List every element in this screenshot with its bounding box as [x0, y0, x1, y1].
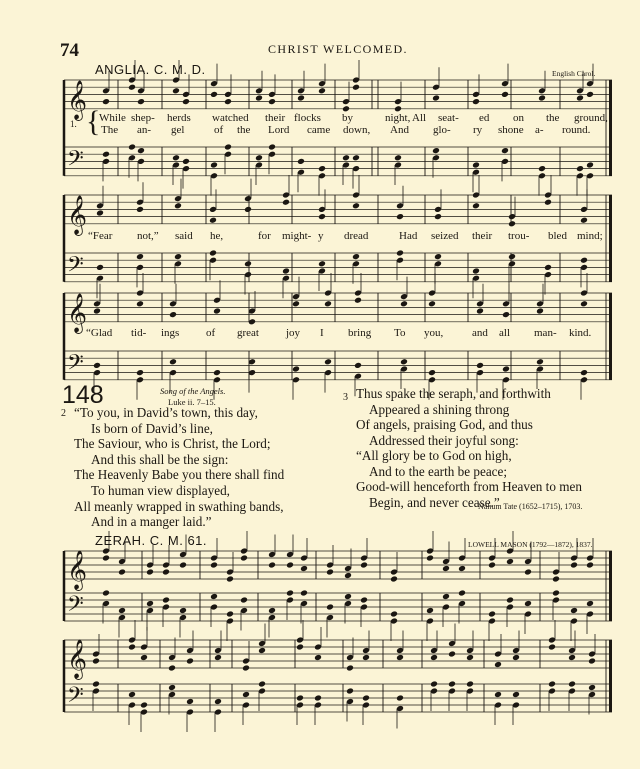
- verse-line: Addressed their joyful song:: [369, 432, 519, 448]
- lyric-syllable: mind;: [577, 230, 603, 242]
- note-head: [426, 555, 434, 562]
- note-head: [268, 562, 276, 569]
- lyric-syllable: watched: [212, 112, 249, 124]
- note-head: [128, 644, 136, 651]
- note-head: [213, 308, 221, 315]
- note-head: [324, 300, 332, 307]
- note-head: [268, 144, 276, 151]
- lyric-syllable: not,”: [137, 230, 159, 242]
- note-head: [352, 84, 360, 91]
- note-head: [255, 95, 263, 102]
- note-head: [342, 154, 350, 161]
- note-head: [466, 654, 474, 661]
- lyric-syllable: and: [472, 327, 488, 339]
- note-head: [442, 593, 450, 600]
- note-head: [548, 644, 556, 651]
- note-head: [174, 253, 182, 260]
- note-head: [428, 300, 436, 307]
- note-head: [162, 569, 170, 576]
- note-head: [586, 162, 594, 169]
- lyric-syllable: Had: [399, 230, 418, 242]
- note-head: [536, 308, 544, 315]
- note-head: [137, 98, 145, 105]
- note-head: [580, 300, 588, 307]
- note-head: [548, 681, 556, 688]
- note-head: [172, 87, 180, 94]
- lyric-syllable: came: [307, 124, 331, 136]
- final-bar: [609, 551, 612, 621]
- note-head: [296, 695, 304, 702]
- lyric-syllable: their: [472, 230, 493, 242]
- lyric-syllable: glo-: [433, 124, 451, 136]
- note-head: [544, 199, 552, 206]
- lyric-syllable: bring: [348, 327, 372, 339]
- verse-line: To human view displayed,: [91, 483, 230, 498]
- note-head: [544, 264, 552, 271]
- note-head: [538, 165, 546, 172]
- source-reference: Luke ii. 7–15.: [168, 397, 216, 407]
- note-head: [297, 158, 305, 165]
- lyric-syllable: all: [499, 327, 510, 339]
- clef: 𝄞: [67, 79, 88, 120]
- note-head: [286, 590, 294, 597]
- lyric-syllable: To: [394, 327, 406, 339]
- note-head: [426, 607, 434, 614]
- note-head: [472, 162, 480, 169]
- verse-number-3: 3: [343, 392, 348, 403]
- note-head: [282, 199, 290, 206]
- lyric-syllable: of: [206, 327, 216, 339]
- note-head: [448, 651, 456, 658]
- clef: 𝄢: [67, 592, 84, 622]
- note-head: [226, 611, 234, 618]
- note-head: [213, 369, 221, 376]
- note-head: [258, 681, 266, 688]
- note-head: [240, 555, 248, 562]
- note-head: [318, 165, 326, 172]
- note-head: [93, 362, 101, 369]
- note-head: [102, 98, 110, 105]
- clef: 𝄞: [67, 639, 88, 679]
- note-head: [244, 260, 252, 267]
- note-head: [244, 206, 252, 213]
- note-head: [362, 695, 370, 702]
- note-head: [242, 691, 250, 698]
- note-head: [226, 576, 234, 583]
- note-head: [326, 569, 334, 576]
- note-head: [255, 154, 263, 161]
- verse-line: The Saviour, who is Christ, the Lord;: [74, 436, 271, 452]
- note-head: [292, 366, 300, 373]
- tune-source: English Carol.: [552, 69, 596, 78]
- lyric-syllable: down,: [343, 124, 371, 136]
- verse-line: Thus spake the seraph, and forthwith: [356, 386, 551, 401]
- note-head: [508, 253, 516, 260]
- note-head: [570, 607, 578, 614]
- lyric-syllable: tid-: [131, 327, 147, 339]
- verse-line: Of angels, praising God, and thus: [356, 417, 533, 432]
- tune-composer: LOWELL MASON (1792—1872), 1837.: [468, 540, 593, 549]
- verse-line: “To you, in David’s town, this day,: [74, 405, 258, 420]
- note-head: [570, 562, 578, 569]
- note-head: [396, 695, 404, 702]
- note-head: [182, 98, 190, 105]
- note-head: [508, 220, 516, 227]
- note-head: [430, 681, 438, 688]
- note-head: [168, 684, 176, 691]
- lyric-syllable: said: [175, 230, 193, 242]
- note-head: [128, 144, 136, 151]
- note-head: [524, 600, 532, 607]
- note-head: [314, 654, 322, 661]
- note-head: [354, 297, 362, 304]
- note-head: [568, 681, 576, 688]
- note-head: [580, 257, 588, 264]
- lyric-syllable: While: [99, 112, 126, 124]
- lyric-syllable: flocks: [294, 112, 321, 124]
- note-head: [324, 358, 332, 365]
- note-head: [552, 590, 560, 597]
- note-head: [472, 202, 480, 209]
- lyric-syllable: shone: [498, 124, 524, 136]
- lyric-syllable: kind.: [569, 327, 592, 339]
- note-head: [488, 562, 496, 569]
- note-head: [268, 98, 276, 105]
- lyric-syllable: bled: [548, 230, 567, 242]
- note-head: [136, 253, 144, 260]
- note-head: [354, 362, 362, 369]
- note-head: [442, 565, 450, 572]
- lyric-syllable: an-: [137, 124, 152, 136]
- note-head: [102, 555, 110, 562]
- note-head: [432, 147, 440, 154]
- note-head: [186, 698, 194, 705]
- note-head: [210, 162, 218, 169]
- lyric-syllable: great: [237, 327, 259, 339]
- note-head: [136, 300, 144, 307]
- lyric-syllable: on: [513, 112, 524, 124]
- note-head: [360, 597, 368, 604]
- note-head: [292, 300, 300, 307]
- note-head: [396, 654, 404, 661]
- note-head: [458, 590, 466, 597]
- note-head: [396, 213, 404, 220]
- clef: 𝄞: [67, 194, 88, 235]
- lyric-syllable: All: [412, 112, 427, 124]
- lyric-syllable: seized: [431, 230, 459, 242]
- note-head: [512, 654, 520, 661]
- note-head: [362, 654, 370, 661]
- lyric-syllable: ed: [479, 112, 490, 124]
- note-head: [400, 300, 408, 307]
- note-head: [501, 147, 509, 154]
- lyric-syllable: might-: [282, 230, 312, 242]
- note-head: [586, 562, 594, 569]
- note-head: [588, 684, 596, 691]
- lyric-syllable: shep-: [131, 112, 155, 124]
- note-head: [300, 565, 308, 572]
- note-head: [344, 593, 352, 600]
- final-bar: [609, 640, 612, 712]
- page-number: 74: [60, 40, 79, 61]
- note-head: [136, 369, 144, 376]
- note-head: [536, 358, 544, 365]
- note-head: [286, 562, 294, 569]
- note-head: [580, 217, 588, 224]
- note-head: [360, 562, 368, 569]
- note-head: [169, 358, 177, 365]
- note-head: [162, 597, 170, 604]
- tune-title-anglia: ANGLIA. C. M. D.: [95, 62, 206, 77]
- verse-line: “All glory be to God on high,: [356, 448, 512, 463]
- note-head: [586, 91, 594, 98]
- lyric-syllable: the: [546, 112, 560, 124]
- note-head: [458, 565, 466, 572]
- lyric-syllable: The: [101, 124, 119, 136]
- note-head: [118, 607, 126, 614]
- note-head: [128, 691, 136, 698]
- clef: 𝄢: [67, 350, 84, 381]
- lyric-syllable: their: [265, 112, 286, 124]
- lyric-syllable: the: [237, 124, 251, 136]
- note-head: [586, 600, 594, 607]
- note-head: [210, 562, 218, 569]
- lyric-syllable: of: [214, 124, 224, 136]
- note-head: [300, 590, 308, 597]
- note-head: [434, 253, 442, 260]
- verse-line: Appeared a shining throng: [369, 401, 510, 417]
- lyric-syllable: he,: [210, 230, 224, 242]
- lyric-syllable: a-: [535, 124, 544, 136]
- note-head: [472, 268, 480, 275]
- verse-line: Begin, and never cease.”: [369, 494, 500, 510]
- note-head: [501, 91, 509, 98]
- lyric-syllable: gel: [171, 124, 185, 136]
- note-head: [346, 688, 354, 695]
- note-head: [576, 165, 584, 172]
- verse-line: The Heavenly Babe you there shall find: [74, 467, 285, 483]
- note-head: [326, 604, 334, 611]
- note-head: [346, 665, 354, 672]
- note-head: [214, 698, 222, 705]
- note-head: [394, 154, 402, 161]
- note-head: [297, 95, 305, 102]
- note-head: [210, 91, 218, 98]
- note-head: [476, 308, 484, 315]
- note-head: [512, 691, 520, 698]
- lyric-syllable: by: [342, 112, 353, 124]
- lyric-syllable: seat-: [438, 112, 459, 124]
- verse-line: All meanly wrapped in swathing bands,: [74, 498, 284, 514]
- note-head: [448, 681, 456, 688]
- lyric-syllable: round.: [562, 124, 591, 136]
- verse-line: And this shall be the sign:: [91, 451, 229, 467]
- note-head: [174, 202, 182, 209]
- note-head: [588, 658, 596, 665]
- verse-line: And to the earth be peace;: [369, 463, 508, 479]
- note-head: [128, 84, 136, 91]
- note-head: [472, 98, 480, 105]
- lyric-syllable: “Glad: [86, 327, 113, 339]
- clef: 𝄞: [67, 550, 88, 590]
- note-head: [344, 572, 352, 579]
- source-title: Song of the Angels.: [160, 386, 226, 396]
- note-head: [538, 95, 546, 102]
- note-head: [240, 597, 248, 604]
- lyric-syllable: you,: [424, 327, 444, 339]
- final-bar: [609, 80, 612, 176]
- note-head: [502, 311, 510, 318]
- note-head: [580, 369, 588, 376]
- clef: 𝄞: [67, 292, 88, 333]
- note-head: [136, 206, 144, 213]
- clef: 𝄢: [67, 252, 84, 283]
- note-head: [140, 702, 148, 709]
- note-head: [118, 569, 126, 576]
- note-head: [352, 202, 360, 209]
- note-head: [92, 681, 100, 688]
- lyric-syllable: joy: [286, 327, 301, 339]
- note-head: [494, 691, 502, 698]
- note-head: [209, 250, 217, 257]
- note-head: [296, 644, 304, 651]
- note-head: [428, 369, 436, 376]
- note-head: [318, 87, 326, 94]
- note-head: [102, 151, 110, 158]
- note-head: [502, 366, 510, 373]
- verse-line: Good-will henceforth from Heaven to men: [356, 479, 582, 494]
- note-head: [318, 260, 326, 267]
- note-head: [390, 611, 398, 618]
- lyric-syllable: ry: [473, 124, 483, 136]
- note-head: [430, 654, 438, 661]
- note-head: [396, 250, 404, 257]
- note-head: [102, 590, 110, 597]
- note-head: [146, 569, 154, 576]
- note-head: [179, 562, 187, 569]
- tune-title-zerah: ZERAH. C. M. 61.: [95, 533, 208, 548]
- note-head: [466, 681, 474, 688]
- lyric-syllable: man-: [534, 327, 557, 339]
- lyric-syllable: trou-: [508, 230, 530, 242]
- note-head: [352, 154, 360, 161]
- note-head: [258, 647, 266, 654]
- note-head: [224, 98, 232, 105]
- note-head: [182, 158, 190, 165]
- note-head: [224, 144, 232, 151]
- lyric-syllable: “Fear: [88, 230, 113, 242]
- note-head: [506, 558, 514, 565]
- note-head: [400, 358, 408, 365]
- note-head: [476, 362, 484, 369]
- note-head: [488, 611, 496, 618]
- note-head: [137, 147, 145, 154]
- verse-line: And in a manger laid.”: [91, 514, 212, 530]
- lyric-syllable: And: [390, 124, 409, 136]
- note-head: [242, 665, 250, 672]
- note-head: [568, 654, 576, 661]
- lyric-syllable: I: [320, 327, 324, 339]
- note-head: [576, 95, 584, 102]
- note-head: [282, 268, 290, 275]
- final-bar: [609, 195, 612, 282]
- final-bar: [609, 293, 612, 380]
- note-head: [146, 600, 154, 607]
- verse-marker: 1.: [70, 119, 77, 129]
- note-head: [552, 576, 560, 583]
- lyric-syllable: Lord: [268, 124, 290, 136]
- note-head: [506, 597, 514, 604]
- verse-line: Is born of David’s line,: [91, 420, 213, 436]
- note-head: [140, 654, 148, 661]
- clef: 𝄢: [67, 683, 84, 713]
- note-head: [524, 569, 532, 576]
- note-head: [209, 217, 217, 224]
- note-head: [318, 213, 326, 220]
- lyric-syllable: ground,: [574, 112, 608, 124]
- note-head: [434, 213, 442, 220]
- note-head: [186, 658, 194, 665]
- lyric-syllable: for: [258, 230, 271, 242]
- running-head: CHRIST WELCOMED.: [268, 42, 408, 56]
- note-head: [96, 264, 104, 271]
- note-head: [172, 154, 180, 161]
- note-head: [96, 210, 104, 217]
- note-head: [168, 665, 176, 672]
- note-head: [179, 607, 187, 614]
- lyric-syllable: herds: [167, 112, 191, 124]
- note-head: [169, 311, 177, 318]
- note-head: [268, 607, 276, 614]
- note-head: [494, 661, 502, 668]
- note-head: [93, 308, 101, 315]
- note-head: [214, 654, 222, 661]
- note-head: [390, 576, 398, 583]
- note-head: [314, 695, 322, 702]
- note-head: [432, 95, 440, 102]
- hymn-number: 148: [62, 381, 104, 409]
- lyric-syllable: night,: [385, 112, 411, 124]
- lyric-syllable: dread: [344, 230, 369, 242]
- lyric-syllable: y: [318, 230, 324, 242]
- lyric-syllable: ings: [161, 327, 180, 339]
- note-head: [92, 658, 100, 665]
- verse-number-2: 2: [61, 408, 66, 419]
- verse-brace: {: [86, 105, 101, 138]
- note-head: [210, 593, 218, 600]
- note-head: [352, 253, 360, 260]
- text-attribution: Nahum Tate (1652–1715), 1703.: [478, 502, 583, 511]
- clef: 𝄢: [67, 146, 84, 177]
